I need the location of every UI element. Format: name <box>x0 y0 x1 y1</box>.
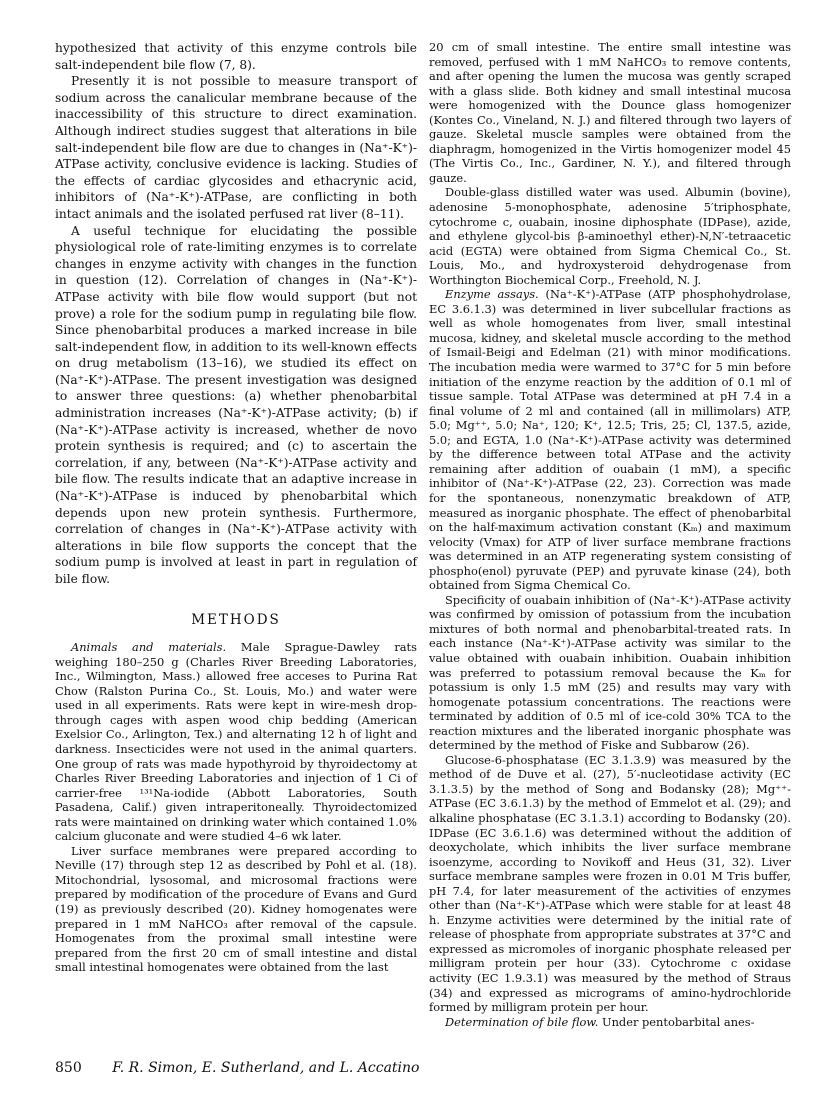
paragraph: Double-glass distilled water was used. Albumin (bovine), adenosine 5-monophosphate, adenosine 5′triphosphate, cytochrome c, ouabain, inosine diphosphate (IDPase), azide, and ethylene glycol-bis β-aminoethyl ether)-N,N′-tetraacetic acid (EGTA) were obtained from Sigma Chemical Co., St. Louis, Mo., and hydroxysteroid dehydrogenase from Worthington Biochemical Corp., Freehold, N. J. <box>429 185 791 287</box>
animals-text: Male Sprague-Dawley rats weighing 180–250 g (Charles River Breeding Laboratories, Inc., Wilmington, Mass.) allowed free acceses to Purina Rat Chow (Ralston Purina Co., St. Louis, Mo.) and water were used in all experiments. Rats were kept in wire-mesh drop-through cages with aspen wood chip bedding (American Exelsior Co., Arlington, Tex.) and alternating 12 h of light and darkness. Insecticides were not used in the animal quarters. One group of rats was made hypothyroid by thyroidectomy at Charles River Breeding Laboratories and injection of 1 Ci of carrier-free ¹³¹Na-iodide (Abbott Laboratories, South Pasadena, Calif.) given intraperitoneally. Thyroidectomized rats were maintained on drinking water which contained 1.0% calcium gluconate and were studied 4–6 wk later. <box>55 640 417 844</box>
paragraph: hypothesized that activity of this enzyme controls bile salt-independent bile flow (7, 8). <box>55 41 417 72</box>
animals-paragraph <box>55 640 417 844</box>
paragraph: Glucose-6-phosphatase (EC 3.1.3.9) was measured by the method of de Duve et al. (27), 5′-nucleotidase activity (EC 3.1.3.5) by the method of Song and Bodansky (28); Mg⁺⁺-ATPase (EC 3.6.1.3) by the method of Emmelot et al. (29); and alkaline phosphatase (EC 3.1.3.1) according to Bodansky (20). IDPase (EC 3.6.1.6) was determined without the addition of deoxycholate, which inhibits the liver surface membrane isoenzyme, according to Novikoff and Heus (31, 32). Liver surface membrane samples were frozen in 0.01 M Tris buffer, pH 7.4, for later measurement of the activities of enzymes other than (Na⁺-K⁺)-ATPase which were stable for at least 48 h. Enzyme activities were determined by the initial rate of release of phosphate from appropriate substrates at 37°C and expressed as micromoles of inorganic phosphate released per milligram protein per hour (33). Cytochrome c oxidase activity (EC 1.9.3.1) was measured by the method of Straus (34) and expressed as micrograms of amino-hydrochloride formed by milligram protein per hour. <box>429 752 791 1015</box>
right-column <box>429 40 791 1029</box>
enzyme-runin-heading: Enzyme assays. <box>445 287 539 302</box>
enzyme-assays-paragraph <box>429 287 791 592</box>
paragraph: 20 cm of small intestine. The entire small intestine was removed, perfused with 1 mM NaHCO₃ to remove contents, and after opening the lumen the mucosa was gently scraped with a glass slide. Both kidney and small intestinal mucosa were homogenized with the Dounce glass homogenizer (Kontes Co., Vineland, N. J.) and filtered through two layers of gauze. Skeletal muscle samples were obtained from the diaphragm, homogenized in the Virtis homogenizer model 45 (The Virtis Co., Inc., Gardiner, N. Y.), and filtered through gauze. <box>429 40 791 185</box>
membranes-paragraph: Liver surface membranes were prepared according to Neville (17) through step 12 as described by Pohl et al. (18). Mitochondrial, lysosomal, and microsomal fractions were prepared by modification of the procedure of Evans and Gurd (19) as previously described (20). Kidney homogenates were prepared in 1 mM NaHCO₃ after removal of the capsule. Homogenates from the proximal small intestine were prepared from the first 20 cm of small intestine and distal small intestinal homogenates were obtained from the last <box>55 843 417 975</box>
enzyme-text: (Na⁺-K⁺)-ATPase (ATP phosphohydrolase, EC 3.6.1.3) was determined in liver subcellular fractions as well as whole homogenates from liver, small intestinal mucosa, kidney, and skeletal muscle according to the method of Ismail-Beigi and Edelman (21) with minor modifications. The incubation media were warmed to 37°C for 5 min before initiation of the enzyme reaction by the addition of 0.1 ml of tissue sample. Total ATPase was determined at pH 7.4 in a final volume of 2 ml and contained (all in millimolars) ATP, 5.0; Mg⁺⁺, 5.0; Na⁺, 120; K⁺, 12.5; Tris, 25; Cl, 137.5, azide, 5.0; and EGTA, 1.0 (Na⁺-K⁺)-ATPase activity was determined by the difference between total ATPase and the activity remaining after addition of ouabain (1 mM), a specific inhibitor of (Na⁺-K⁺)-ATPase (22, 23). Correction was made for the spontaneous, nonenzymatic breakdown of ATP, measured as inorganic phosphate. The effect of phenobarbital on the half-maximum activation constant (Kₘ) and maximum velocity (Vmax) for ATP of liver surface membrane fractions was determined in an ATP regenerating system consisting of phospho(enol) pyruvate (PEP) and pyruvate kinase (24), both obtained from Sigma Chemical Co. <box>429 287 791 593</box>
paragraph: A useful technique for elucidating the possible physiological role of rate-limiting enzymes is to correlate changes in enzyme activity with changes in the function in question (12). Correlation of changes in (Na⁺-K⁺)-ATPase activity with bile flow would support (but not prove) a role for the sodium pump in regulating bile flow. Since phenobarbital produces a marked increase in bile salt-independent flow, in addition to its well-known effects on drug metabolism (13–16), we studied its effect on (Na⁺-K⁺)-ATPase. The present investigation was designed to answer three questions: (a) whether phenobarbital administration increases (Na⁺-K⁺)-ATPase activity; (b) if (Na⁺-K⁺)-ATPase activity is increased, whether de novo protein synthesis is required; and (c) to ascertain the correlation, if any, between (Na⁺-K⁺)-ATPase activity and bile flow. The results indicate that an adaptive increase in (Na⁺-K⁺)-ATPase is induced by phenobarbital which depends upon new protein synthesis. Furthermore, correlation of changes in (Na⁺-K⁺)-ATPase activity with alterations in bile flow supports the concept that the sodium pump is involved at least in part in regulation of bile flow. <box>55 223 417 586</box>
methods-heading: METHODS <box>191 611 281 628</box>
page-footer <box>55 1060 775 1076</box>
left-column <box>55 40 417 975</box>
paragraph: Specificity of ouabain inhibition of (Na⁺-K⁺)-ATPase activity was confirmed by omission of potassium from the incubation mixtures of both normal and phenobarbital-treated rats. In each instance (Na⁺-K⁺)-ATPase activity was similar to the value obtained with ouabain inhibition. Ouabain inhibition was preferred to potassium removal because the Kₘ for potassium is only 1.5 mM (25) and results may vary with homogenate potassium concentrations. The reactions were terminated by addition of 0.5 ml of ice-cold 30% TCA to the reaction mixtures and the liberated inorganic phosphate was determined by the method of Fiske and Subbarow (26). <box>429 592 791 753</box>
bile-flow-paragraph <box>429 1015 791 1030</box>
bile-text: Under pentobarbital anes- <box>598 1014 755 1029</box>
running-authors: F. R. Simon, E. Sutherland, and L. Accatino <box>112 1060 420 1076</box>
page-number: 850 <box>55 1060 82 1076</box>
paragraph: Presently it is not possible to measure transport of sodium across the canalicular membrane because of the inaccessibility of this structure to direct examination. Although indirect studies suggest that alterations in bile salt-independent bile flow are due to changes in (Na⁺-K⁺)-ATPase activity, conclusive evidence is lacking. Studies of the effects of cardiac glycosides and ethacrynic acid, inhibitors of (Na⁺-K⁺)-ATPase, are conflicting in both intact animals and the isolated perfused rat liver (8–11). <box>55 74 417 221</box>
bile-runin-heading: Determination of bile flow. <box>445 1014 599 1029</box>
animals-runin-heading: Animals and materials. <box>71 640 227 655</box>
